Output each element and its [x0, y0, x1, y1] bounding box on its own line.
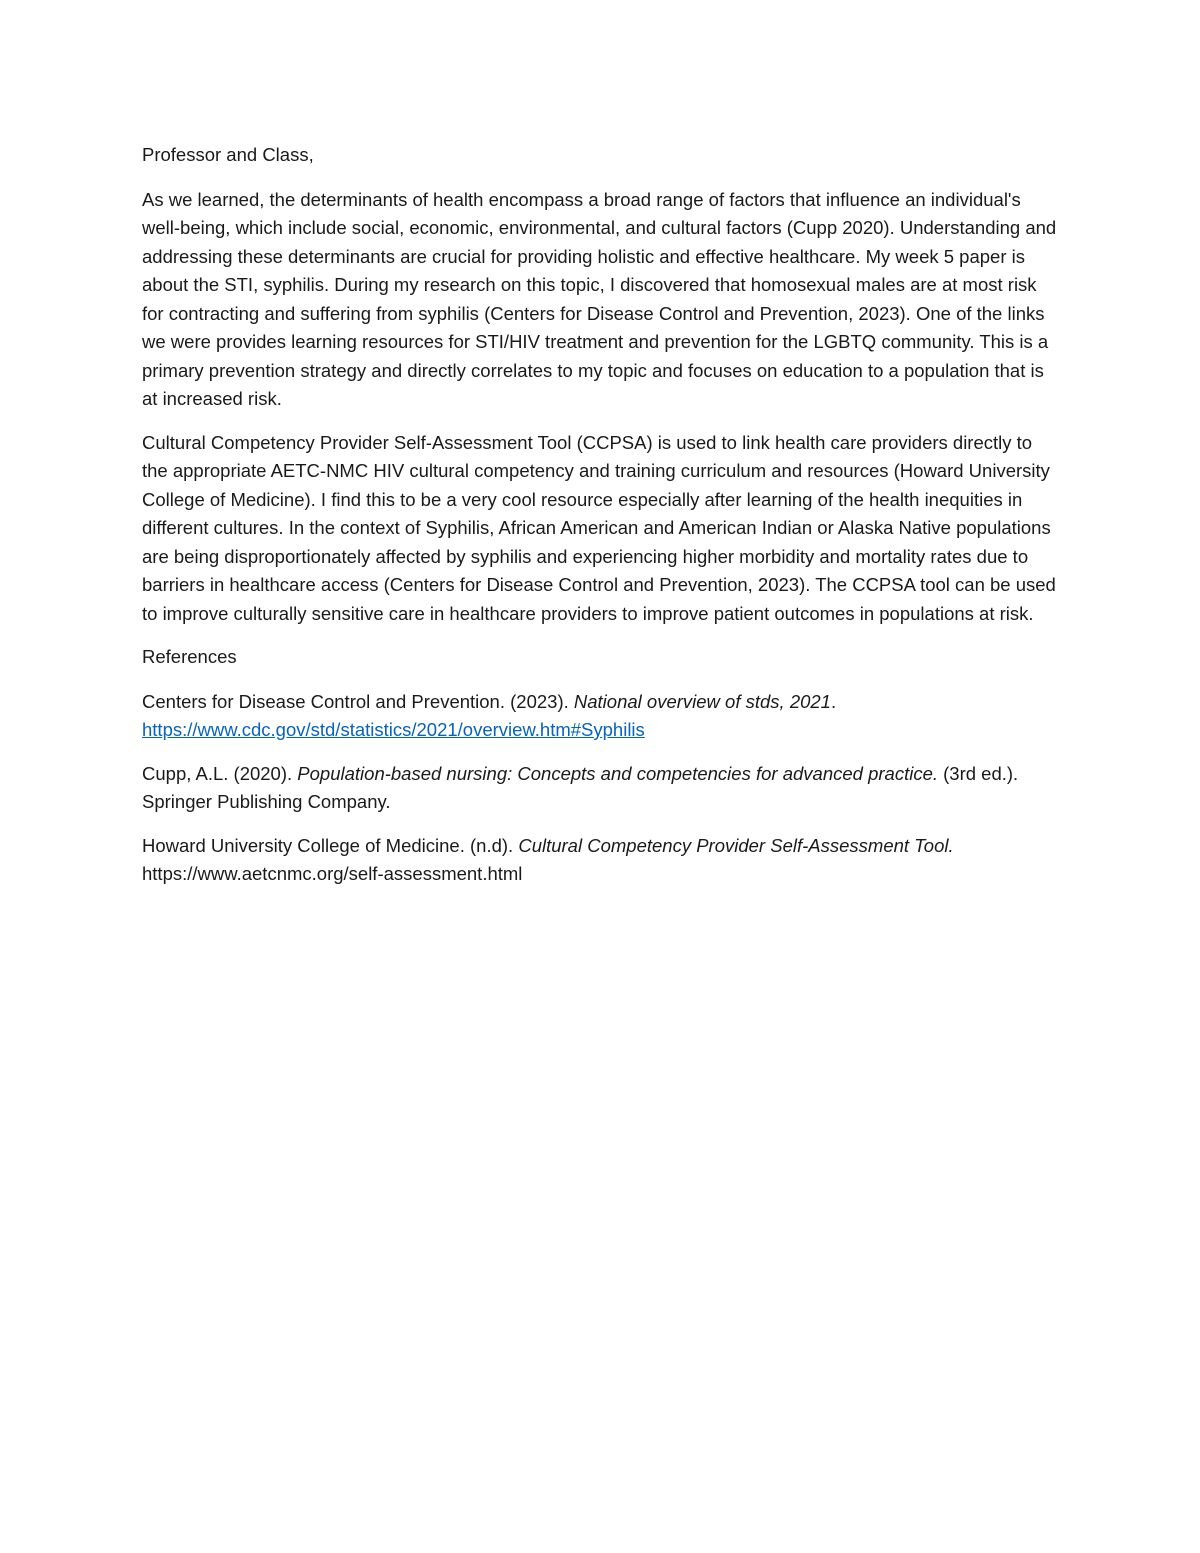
reference-1 — [142, 688, 1057, 745]
reference-1-title: National overview of stds, 2021 — [573, 690, 831, 712]
reference-1-after: . — [830, 690, 837, 712]
reference-1-lead: Centers for Disease Control and Prevention. (2023). — [142, 690, 574, 712]
body-paragraph-1: As we learned, the determinants of health encompass a broad range of factors that influence an individual's well-being, which include social, economic, environmental, and cultural factors (Cupp 2020). Understanding and addressing these determinants are crucial for providing holistic and effective healthcare. My week 5 paper is about the STI, syphilis. During my research on this topic, I discovered that homosexual males are at most risk for contracting and suffering from syphilis (Centers for Disease Control and Prevention, 2023). One of the links we were provides learning resources for STI/HIV treatment and prevention for the LGBTQ community. This is a primary prevention strategy and directly correlates to my topic and focuses on education to a population that is at increased risk. — [142, 188, 1057, 409]
reference-3-lead: Howard University College of Medicine. (n.d). — [142, 834, 519, 856]
reference-3 — [142, 832, 1057, 889]
body-paragraph-2: Cultural Competency Provider Self-Assessment Tool (CCPSA) is used to link health care providers directly to the appropriate AETC-NMC HIV cultural competency and training curriculum and resources (Howard University College of Medicine). I find this to be a very cool resource especially after learning of the health inequities in different cultures. In the context of Syphilis, African American and American Indian or Alaska Native populations are being disproportionately affected by syphilis and experiencing higher morbidity and mortality rates due to barriers in healthcare access (Centers for Disease Control and Prevention, 2023). The CCPSA tool can be used to improve culturally sensitive care in healthcare providers to improve patient outcomes in populations at risk. — [142, 431, 1056, 624]
reference-2 — [142, 760, 1057, 817]
document-page — [142, 141, 1057, 904]
reference-2-lead: Cupp, A.L. (2020). — [142, 762, 298, 784]
reference-3-url: https://www.aetcnmc.org/self-assessment.html — [142, 863, 523, 884]
greeting: Professor and Class, — [142, 144, 314, 165]
reference-2-after: (3rd ed.). Springer Publishing Company. — [142, 762, 1019, 812]
reference-2-title: Population-based nursing: Concepts and competencies for advanced practice. — [297, 762, 938, 784]
reference-1-link[interactable]: https://www.cdc.gov/std/statistics/2021/overview.htm#Syphilis — [142, 719, 645, 740]
references-heading: References — [142, 646, 237, 667]
reference-3-title: Cultural Competency Provider Self-Assessment Tool. — [518, 834, 954, 856]
